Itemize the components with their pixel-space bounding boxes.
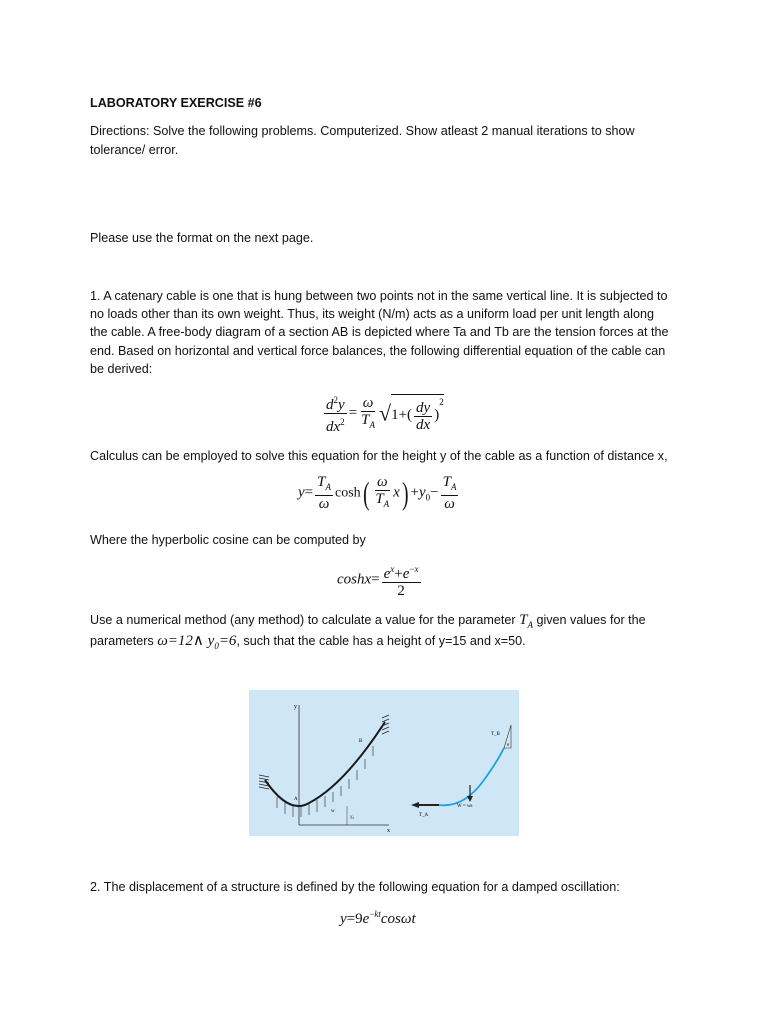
theta-label: θ — [507, 742, 509, 747]
load-w-label: w — [331, 809, 335, 814]
method-text — [90, 611, 690, 635]
ta-arrow-head — [411, 802, 419, 808]
ta-symbol: $T_A$ — [519, 612, 533, 630]
tb-label: T_B — [491, 732, 500, 737]
problem1-line-2: no loads other than its own weight. Thus, its weight (N/m) acts as a uniform load per unit length along — [90, 307, 654, 321]
weight-label: W = ws — [457, 804, 473, 809]
method-text-b: given values for the — [536, 613, 646, 627]
x-axis-label: x — [387, 828, 390, 834]
problem1-line-5: be derived: — [90, 362, 153, 376]
damped-oscillation-equation: $y=9e^{-kt}\cos\omega t$ — [340, 909, 416, 927]
problem1-line-1: 1. A catenary cable is one that is hung between two points not in the same vertical line. It is subjected to — [90, 289, 668, 303]
directions-line-1: Directions: Solve the following problems. Computerized. Show atleast 2 manual iterations to show — [90, 124, 635, 138]
load-arrows — [277, 746, 373, 817]
catenary-diagram — [249, 690, 519, 836]
y0-label: y₀ — [350, 815, 355, 820]
point-a-label: A — [294, 797, 298, 802]
params-text-a: parameters — [90, 634, 154, 648]
calculus-text: Calculus can be employed to solve this equation for the height y of the cable as a function of distance x, — [90, 449, 668, 463]
page-title: LABORATORY EXERCISE #6 — [90, 96, 262, 110]
params-text — [90, 632, 690, 656]
weight-arrow-head — [467, 796, 473, 802]
hyperbolic-text: Where the hyperbolic cosine can be computed by — [90, 533, 366, 547]
cable-height-equation: y= $\frac{T_A}{\omega}$ cosh( $\frac{\omega}{T_A}$ $x) +y_0-$ $\frac{T_A}{\omega}$ — [298, 474, 457, 512]
point-b-label: B — [359, 739, 363, 744]
problem1-line-4: end. Based on horizontal and vertical force balances, the following differential equation of the cable can — [90, 344, 666, 358]
params-math: ω=12∧ $y_0=6$ — [157, 633, 237, 651]
ta-label: T_A — [419, 813, 429, 818]
params-text-b: , such that the cable has a height of y=15 and x=50. — [236, 634, 526, 648]
format-note: Please use the format on the next page. — [90, 231, 314, 245]
left-cable-curve — [265, 722, 385, 806]
method-text-a: Use a numerical method (any method) to calculate a value for the parameter — [90, 613, 516, 627]
problem1-line-3: the cable. A free-body diagram of a section AB is depicted where Ta and Tb are the tension forces at the — [90, 325, 669, 339]
directions-line-2: tolerance/ error. — [90, 143, 179, 157]
problem2-line-1: 2. The displacement of a structure is defined by the following equation for a damped oscillation: — [90, 880, 620, 894]
differential-equation: $\frac{d^2y}{dx^2}$ = $\frac{\omega}{T_A}$ √1+( $\frac{dy}{dx}$ )$^2$ — [322, 392, 444, 435]
catenary-figure — [249, 690, 519, 836]
cosh-definition-equation: coshx= $\frac{e^x+e^{-x}}{2}$ — [337, 561, 423, 599]
y-axis-label: y — [294, 704, 297, 710]
